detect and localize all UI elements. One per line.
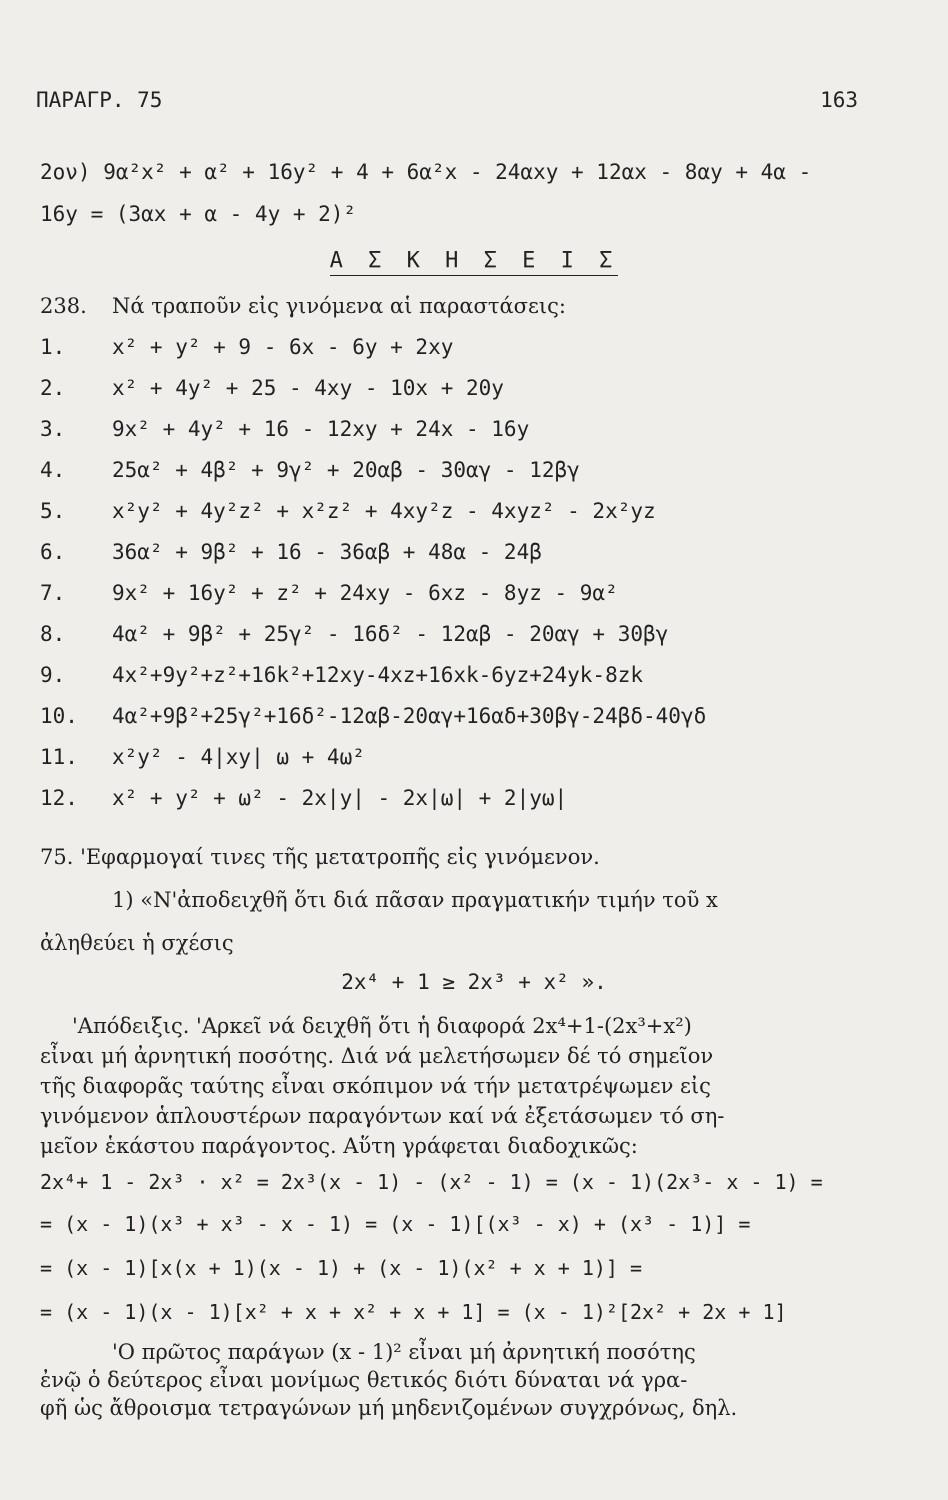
list-item bbox=[40, 333, 453, 361]
derivation-line-2: = (x - 1)(x³ + x³ - x - 1) = (x - 1)[(x³ - x) + (x³ - 1)] = bbox=[40, 1212, 751, 1236]
list-item bbox=[40, 661, 643, 689]
item-number: 12. bbox=[40, 786, 78, 810]
item-number: 6. bbox=[40, 540, 66, 564]
item-number: 2. bbox=[40, 376, 66, 400]
list-item bbox=[40, 620, 668, 648]
list-item bbox=[40, 702, 706, 730]
proof-line-1: 'Απόδειξις. 'Αρκεῖ νά δειχθῆ ὅτι ἡ διαφορά 2x⁴+1-(2x³+x²) bbox=[72, 1014, 692, 1038]
conclusion-line-3: φῆ ὡς ἄθροισμα τετραγώνων μή μηδενιζομένων συγχρόνως, δηλ. bbox=[40, 1396, 738, 1420]
item-expression: 25α² + 4β² + 9γ² + 20αβ - 30αγ - 12βγ bbox=[112, 458, 580, 482]
intro-line-1: 2ον) 9α²x² + α² + 16y² + 4 + 6α²x - 24αxy + 12αx - 8αy + 4α - bbox=[40, 160, 812, 184]
list-item bbox=[40, 784, 567, 812]
item-expression: x² + 4y² + 25 - 4xy - 10x + 20y bbox=[112, 376, 504, 400]
item-expression: x²y² - 4|xy| ω + 4ω² bbox=[112, 745, 365, 769]
section-title bbox=[0, 248, 948, 273]
running-header: ΠΑΡΑΓΡ. 75 bbox=[36, 88, 163, 112]
item-expression: 9x² + 4y² + 16 - 12xy + 24x - 16y bbox=[112, 417, 530, 441]
list-item bbox=[40, 456, 580, 484]
item-expression: x²y² + 4y²z² + x²z² + 4xy²z - 4xyz² - 2x²yz bbox=[112, 499, 656, 523]
list-item bbox=[40, 415, 529, 443]
section-75-heading: 75. 'Εφαρμογαί τινες τῆς μετατροπῆς εἰς γινόμενον. bbox=[40, 845, 600, 869]
list-item bbox=[40, 497, 656, 525]
item-expression: 9x² + 16y² + z² + 24xy - 6xz - 8yz - 9α² bbox=[112, 581, 618, 605]
item-expression: 4α² + 9β² + 25γ² - 16δ² - 12αβ - 20αγ + 30βγ bbox=[112, 622, 669, 646]
item-number: 5. bbox=[40, 499, 66, 523]
item-expression: x² + y² + ω² - 2x|y| - 2x|ω| + 2|yω| bbox=[112, 786, 568, 810]
conclusion-line-2: ἐνῷ ὁ δεύτερος εἶναι μονίμως θετικός διότι δύναται νά γρα- bbox=[40, 1368, 688, 1392]
inequality-formula: 2x⁴ + 1 ≥ 2x³ + x² ». bbox=[341, 970, 607, 994]
proof-line-4: γινόμενον ἁπλουστέρων παραγόντων καί νά ἐξετάσωμεν τό ση- bbox=[40, 1104, 725, 1128]
section-title-text: Α Σ Κ Η Σ Ε Ι Σ bbox=[330, 248, 619, 276]
list-item bbox=[40, 579, 618, 607]
statement-line-1: 1) «Ν'ἀποδειχθῆ ὅτι διά πᾶσαν πραγματικήν τιμήν τοῦ x bbox=[112, 888, 718, 912]
item-number: 3. bbox=[40, 417, 66, 441]
intro-line-2: 16y = (3αx + α - 4y + 2)² bbox=[40, 202, 357, 226]
proof-line-2: εἶναι μή ἀρνητική ποσότης. Διά νά μελετήσωμεν δέ τό σημεῖον bbox=[40, 1044, 714, 1068]
item-expression: 36α² + 9β² + 16 - 36αβ + 48α - 24β bbox=[112, 540, 542, 564]
page-number: 163 bbox=[820, 88, 858, 112]
exercise-number: 238. bbox=[40, 294, 87, 318]
derivation-line-4: = (x - 1)(x - 1)[x² + x + x² + x + 1] = (x - 1)²[2x² + 2x + 1] bbox=[40, 1300, 787, 1324]
list-item bbox=[40, 374, 504, 402]
item-expression: x² + y² + 9 - 6x - 6y + 2xy bbox=[112, 335, 454, 359]
derivation-line-1: 2x⁴+ 1 - 2x³ · x² = 2x³(x - 1) - (x² - 1) = (x - 1)(2x³- x - 1) = bbox=[40, 1170, 823, 1194]
exercise-prompt-line bbox=[40, 292, 566, 320]
item-number: 1. bbox=[40, 335, 66, 359]
item-expression: 4α²+9β²+25γ²+16δ²-12αβ-20αγ+16αδ+30βγ-24βδ-40γδ bbox=[112, 704, 707, 728]
item-number: 11. bbox=[40, 745, 78, 769]
item-number: 10. bbox=[40, 704, 78, 728]
exercise-prompt: Νά τραποῦν εἰς γινόμενα αἱ παραστάσεις: bbox=[112, 294, 566, 318]
item-number: 9. bbox=[40, 663, 66, 687]
proof-line-5: μεῖον ἑκάστου παράγοντος. Αὕτη γράφεται διαδοχικῶς: bbox=[40, 1134, 638, 1158]
item-expression: 4x²+9y²+z²+16k²+12xy-4xz+16xk-6yz+24yk-8zk bbox=[112, 663, 644, 687]
derivation-line-3: = (x - 1)[x(x + 1)(x - 1) + (x - 1)(x² + x + 1)] = bbox=[40, 1256, 643, 1280]
item-number: 7. bbox=[40, 581, 66, 605]
list-item bbox=[40, 538, 542, 566]
item-number: 4. bbox=[40, 458, 66, 482]
item-number: 8. bbox=[40, 622, 66, 646]
proof-line-3: τῆς διαφορᾶς ταύτης εἶναι σκόπιμον νά τήν μετατρέψωμεν εἰς bbox=[40, 1074, 711, 1098]
statement-line-2: ἀληθεύει ἡ σχέσις bbox=[40, 931, 234, 955]
list-item bbox=[40, 743, 365, 771]
conclusion-line-1: 'Ο πρῶτος παράγων (x - 1)² εἶναι μή ἀρνητική ποσότης bbox=[112, 1340, 696, 1364]
